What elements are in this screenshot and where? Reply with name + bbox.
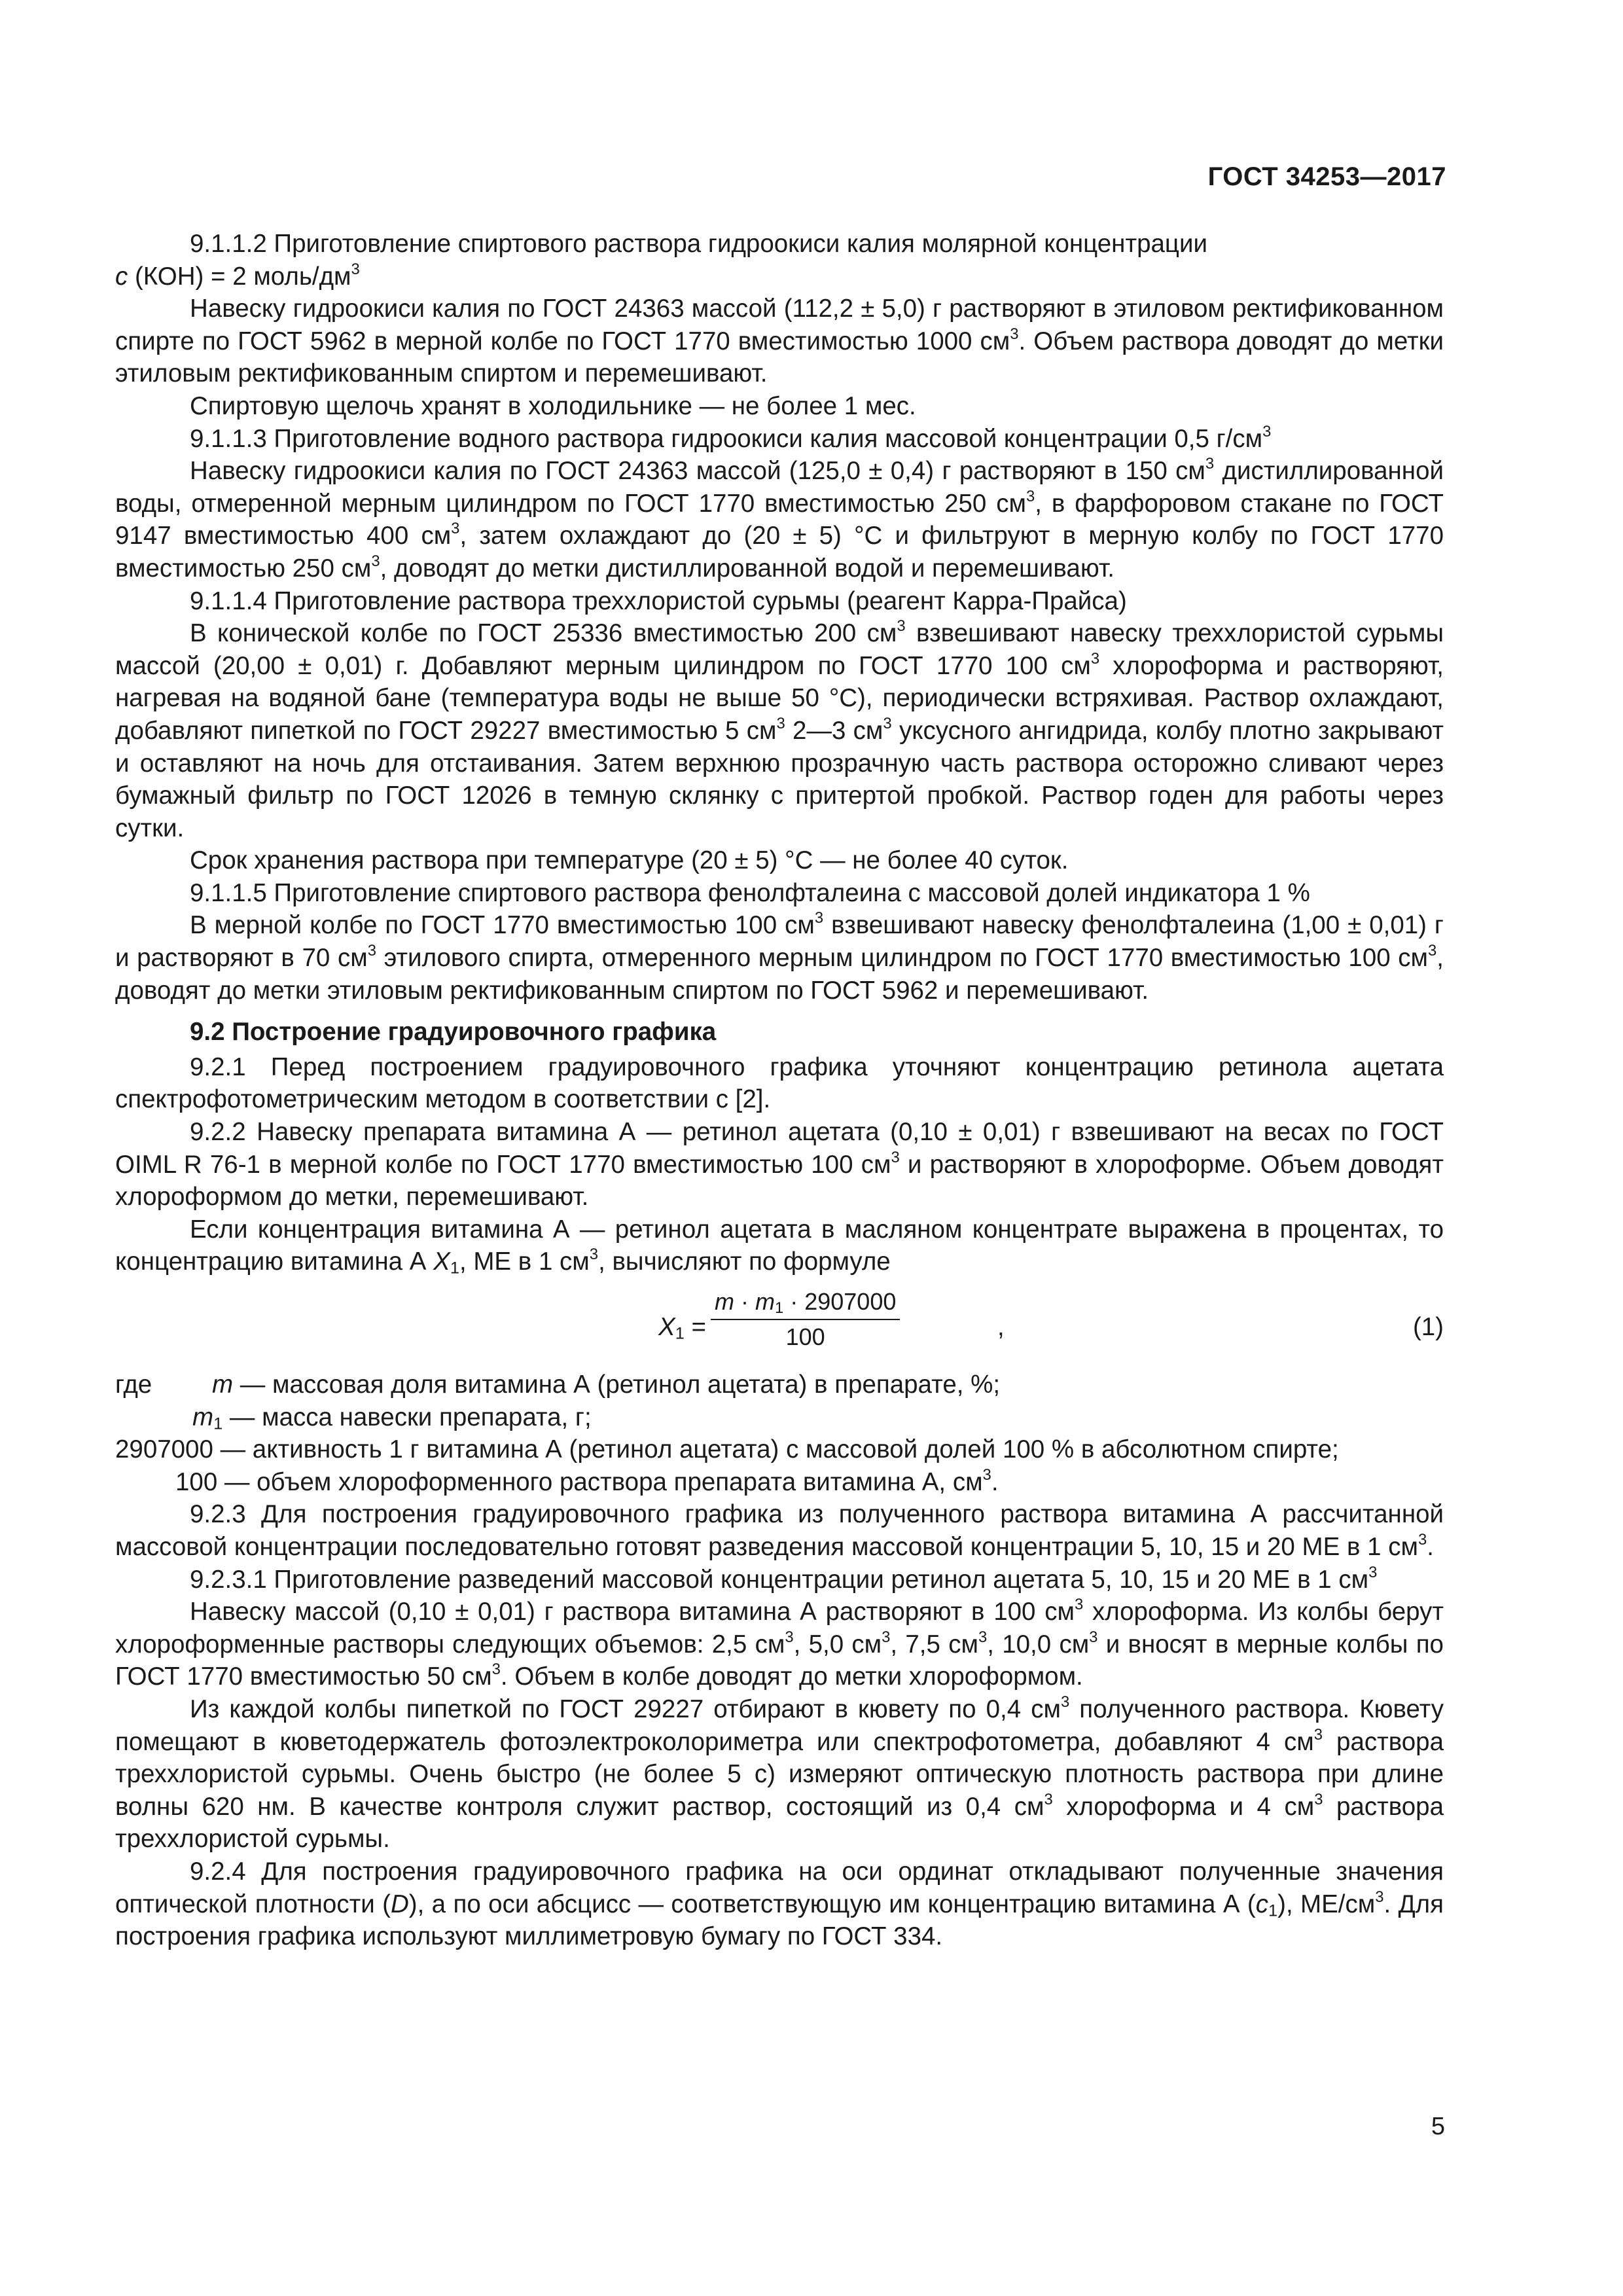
paragraph: Из каждой колбы пипеткой по ГОСТ 29227 отбирают в кювету по 0,4 $см^3$ полученного раствора. Кювету помещают в кюветодержатель фотоэлектроколориметра или спектрофотометра, добавляют 4 $см^3$ раствора треххлористой сурьмы. Очень быстро (не более 5 с) измеряют оптическую плотность раствора при длине волны 620 нм. В качестве контроля служит раствор, состоящий из 0,4 $см^3$ хлороформа и 4 $см^3$ раствора треххлористой сурьмы. — [115, 1693, 1444, 1854]
formula-number: (1) — [1412, 1313, 1444, 1341]
paragraph: Срок хранения раствора при температуре (20 ± 5) °С — не более 40 суток. — [190, 846, 1069, 875]
var-m: m — [212, 1371, 234, 1399]
legend-v: 100 — объем хлороформенного раствора препарата витамина А, см — [175, 1467, 983, 1496]
formula-denominator: 100 — [785, 1323, 825, 1350]
paragraph: 9.2.4 Для построения градуировочного графика на оси ординат откладывают полученные значения оптической плотности (D), а по оси абсцисс — соответствующую им концентрацию витамина А $(c_1)$, $МЕ/см^3$. Для построения графика используют миллиметровую бумагу по ГОСТ 334. — [115, 1857, 1444, 1951]
paragraph: Навеску гидроокиси калия по ГОСТ 24363 массой (125,0 ± 0,4) г растворяют в 150 $см^3$ дистиллированной воды, отмеренной мерным цилиндром по ГОСТ 1770 вместимостью 250 $см^3$, в фарфоровом стакане по ГОСТ 9147 вместимостью 400 $см^3$, затем охлаждают до (20 ± 5) °С и фильтруют в мерную колбу по ГОСТ 1770 вместимостью 250 $см^3$, доводят до метки дистиллированной водой и перемешивают. — [115, 454, 1444, 583]
paragraph: В конической колбе по ГОСТ 25336 вместимостью 200 $см^3$ взвешивают навеску треххлористой сурьмы массой (20,00 ± 0,01) г. Добавляют мерным цилиндром по ГОСТ 1770 100 $см^3$ хлороформа и растворяют, нагревая на водяной бане (температура воды не выше 50 °С), периодически встряхивая. Раствор охлаждают, добавляют пипеткой по ГОСТ 29227 вместимостью 5 $см^3$ 2—3 $см^3$ уксусного ангидрида, колбу плотно закрывают и оставляют на ночь для отстаивания. Затем верхнюю прозрачную часть раствора осторожно сливают через бумажный фильтр по ГОСТ 12026 в темную склянку с притертой пробкой. Раствор годен для работы через сутки. — [115, 617, 1444, 842]
legend-line — [115, 1369, 1444, 1401]
paragraph: 9.1.1.5 Приготовление спиртового раствора фенолфталеина с массовой долей индикатора 1 % — [190, 878, 1310, 907]
legend-line — [115, 1433, 1444, 1466]
page-number: 5 — [1431, 2113, 1445, 2140]
paragraph: Если концентрация витамина А — ретинол ацетата в масляном концентрате выражена в процентах, то концентрацию витамина А $X_1$, МЕ в 1 $см^3$, вычисляют по формуле — [115, 1215, 1444, 1278]
section-heading: 9.2 Построение градуировочного графика — [190, 1018, 717, 1047]
formula-lhs: $X_1$ = — [658, 1313, 707, 1343]
paragraph: 9.2.3 Для построения градуировочного графика из полученного раствора витамина А рассчитанной массовой концентрации последовательно готовят разведения массовой концентрации 5, 10, 15 и 20 МЕ в 1 $см^3$. — [115, 1500, 1444, 1561]
legend-line: $m_1$ — масса навески препарата, г; — [192, 1403, 592, 1433]
paragraph: В мерной колбе по ГОСТ 1770 вместимостью 100 $см^3$ взвешивают навеску фенолфталеина (1,00 ± 0,01) г и растворяют в 70 $см^3$ этилового спирта, отмеренного мерным цилиндром по ГОСТ 1770 вместимостью 100 $см^3$, доводят до метки этиловым ректификованным спиртом по ГОСТ 5962 и перемешивают. — [115, 909, 1444, 1005]
document-header: ГОСТ 34253—2017 — [1207, 162, 1446, 191]
legend-k: 2907000 — активность 1 г витамина А (ретинол ацетата) с массовой долей 100 % в абсолютном спирте; — [115, 1435, 1339, 1464]
paragraph: 9.2.3.1 Приготовление разведений массовой концентрации ретинол ацетата 5, 10, 15 и 20 МЕ в 1 $см^3$ — [190, 1563, 1378, 1594]
paragraph: 9.1.1.3 Приготовление водного раствора гидроокиси калия массовой концентрации 0,5 $г/см^3$ — [190, 422, 1272, 453]
formula-comma: , — [997, 1313, 1005, 1341]
paragraph: 9.2.2 Навеску препарата витамина А — ретинол ацетата (0,10 ± 0,01) г взвешивают на весах по ГОСТ OIML R 76-1 в мерной колбе по ГОСТ 1770 вместимостью 100 $см^3$ и растворяют в хлороформе. Объем доводят хлороформом до метки, перемешивают. — [115, 1118, 1444, 1211]
paragraph: 9.1.1.2 Приготовление спиртового раствора гидроокиси калия молярной концентрации — [190, 230, 1207, 258]
paragraph: Навеску массой (0,10 ± 0,01) г раствора витамина А растворяют в 100 $см^3$ хлороформа. Из колбы берут хлороформенные растворы следующих объемов: 2,5 $см^3$, 5,0 $см^3$, 7,5 $см^3$, 10,0 $см^3$ и вносят в мерные колбы по ГОСТ 1770 вместимостью 50 $см^3$. Объем в колбе доводят до метки хлороформом. — [115, 1595, 1444, 1691]
paragraph: 9.1.1.4 Приготовление раствора треххлористой сурьмы (реагент Карра-Прайса) — [190, 586, 1127, 615]
where-label: где — [115, 1371, 152, 1399]
legend-line: 100 — объем хлороформенного раствора препарата витамина А, $см^3$. — [175, 1465, 999, 1496]
paragraph: Спиртовую щелочь хранят в холодильнике — не более 1 мес. — [190, 391, 916, 420]
var-m1: m — [192, 1403, 214, 1431]
paragraph: с (КОН) = 2 моль/$дм^3$ — [115, 260, 360, 291]
paragraph: 9.2.1 Перед построением градуировочного графика уточняют концентрацию ретинола ацетата спектрофотометрическим методом в соответствии с [2]. — [115, 1052, 1444, 1114]
formula-numerator: $m \cdot m_1 \cdot 2907000$ — [711, 1285, 900, 1320]
formula-fraction — [711, 1285, 900, 1354]
legend-m1: — масса навески препарата, г; — [223, 1403, 592, 1431]
legend-m: — массовая доля витамина А (ретинол ацетата) в препарате, %; — [233, 1371, 1001, 1399]
document-body — [115, 228, 1444, 1953]
paragraph: Навеску гидроокиси калия по ГОСТ 24363 массой (112,2 ± 5,0) г растворяют в этиловом ректификованном спирте по ГОСТ 5962 в мерной колбе по ГОСТ 1770 вместимостью 1000 $см^3$. Объем раствора доводят до метки этиловым ректификованным спиртом и перемешивают. — [115, 295, 1444, 388]
formula-1 — [115, 1285, 1444, 1362]
